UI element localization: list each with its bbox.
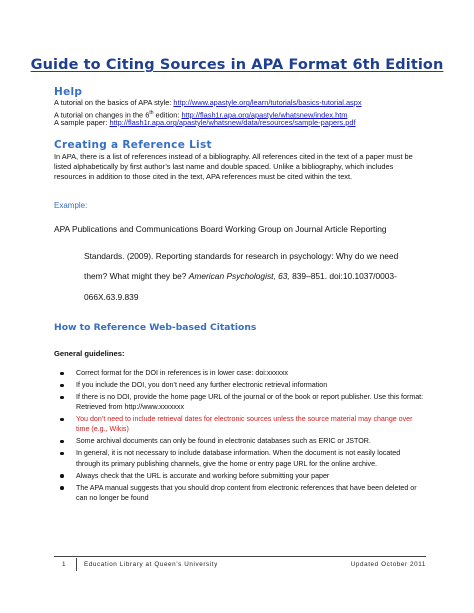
example-reference-line-1: APA Publications and Communications Board Working Group on Journal Article Reporting [54, 224, 387, 234]
sample-paper-link[interactable]: http://flash1r.apa.org/apastyle/whatsnew/data/resources/sample-papers.pdf [109, 118, 356, 127]
whatsnew-link[interactable]: http://flash1r.apa.org/apastyle/whatsnew/index.htm [181, 110, 348, 120]
list-item-text: If there is no DOI, provide the home page URL of the journal or of the book or report publisher. Use this format: Retrieved from http://www.xxxxxxx [76, 393, 424, 412]
web-citations-heading: How to Reference Web-based Citations [54, 322, 257, 333]
list-item-text: Correct format for the DOI in references is in lower case: doi:xxxxxx [76, 369, 289, 377]
list-item [54, 392, 426, 412]
list-item-text: Always check that the URL is accurate and working before submitting your paper [76, 471, 330, 480]
bullet-icon [60, 384, 64, 388]
list-item-text: If you include the DOI, you don’t need any further electronic retrieval information [76, 381, 328, 389]
bullet-icon [60, 486, 64, 490]
page-footer [54, 560, 426, 572]
bullet-icon [60, 372, 64, 376]
basics-tutorial-link[interactable]: http://www.apastyle.org/learn/tutorials/basics-tutorial.aspx [173, 98, 362, 107]
bullet-icon [60, 452, 64, 456]
list-item [54, 436, 426, 446]
bullet-icon [60, 396, 64, 400]
list-item [54, 471, 426, 481]
superscript-th: th [149, 110, 154, 116]
bullet-icon [60, 418, 64, 422]
reference-list-paragraph: In APA, there is a list of references instead of a bibliography. All references cited in the text of a paper must be listed alphabetically by first author’s last name and double spaced. Unlike a bibliography, which includes resources in addition to those cited in the text, APA references must be cited within the text. [54, 152, 413, 182]
bullet-icon [60, 440, 64, 444]
example-reference-line-4: 066X.63.9.839 [84, 292, 139, 302]
list-item [54, 448, 426, 468]
footer-library: Education Library at Queen’s University [84, 561, 218, 568]
bullet-icon [60, 474, 64, 478]
guidelines-list [54, 368, 426, 505]
help-line-basics-text: A tutorial on the basics of APA style: [54, 98, 174, 107]
footer-separator [76, 558, 77, 571]
reference-list-heading: Creating a Reference List [54, 139, 212, 151]
list-item-text: The APA manual suggests that you should drop content from electronic references that have been deleted or can no longer be found [76, 483, 417, 502]
list-item-text: You don’t need to include retrieval dates for electronic sources unless the source material may change over time (e.g., Wikis) [76, 415, 413, 434]
list-item-text: Some archival documents can only be found in electronic databases such as ERIC or JSTOR. [76, 437, 371, 446]
example-reference-line-3-text: them? What might they be? [84, 271, 189, 281]
list-item [54, 380, 426, 390]
help-line-basics [54, 98, 362, 108]
list-item-text: In general, it is not necessary to include database information. When the document is not easily located through its primary publishing channels, give the home or entry page URL for the online archive. [76, 449, 401, 468]
help-line-changes-text-b: edition: [153, 110, 182, 120]
help-line-sample-text: A sample paper: [54, 118, 110, 127]
footer-updated: Updated October 2011 [350, 561, 426, 568]
journal-title: American Psychologist, 63, [188, 271, 290, 281]
list-item [54, 368, 426, 378]
help-line-sample [54, 118, 356, 128]
example-reference-line-3-text-b: 839–851. doi:10.1037/0003- [289, 271, 397, 281]
example-reference-line-2: Standards. (2009). Reporting standards for research in psychology: Why do we need [84, 251, 399, 261]
footer-divider [54, 556, 426, 557]
example-label: Example: [54, 201, 88, 210]
help-line-changes-text: A tutorial on changes in the 6 [54, 110, 150, 120]
list-item [54, 483, 426, 503]
help-heading: Help [54, 86, 83, 98]
example-reference-line-3 [84, 271, 456, 281]
document-title: Guide to Citing Sources in APA Format 6th Edition [30, 57, 444, 73]
list-item-highlighted [54, 414, 426, 434]
general-guidelines-subheading: General guidelines: [54, 349, 125, 358]
page-number: 1 [62, 561, 67, 568]
